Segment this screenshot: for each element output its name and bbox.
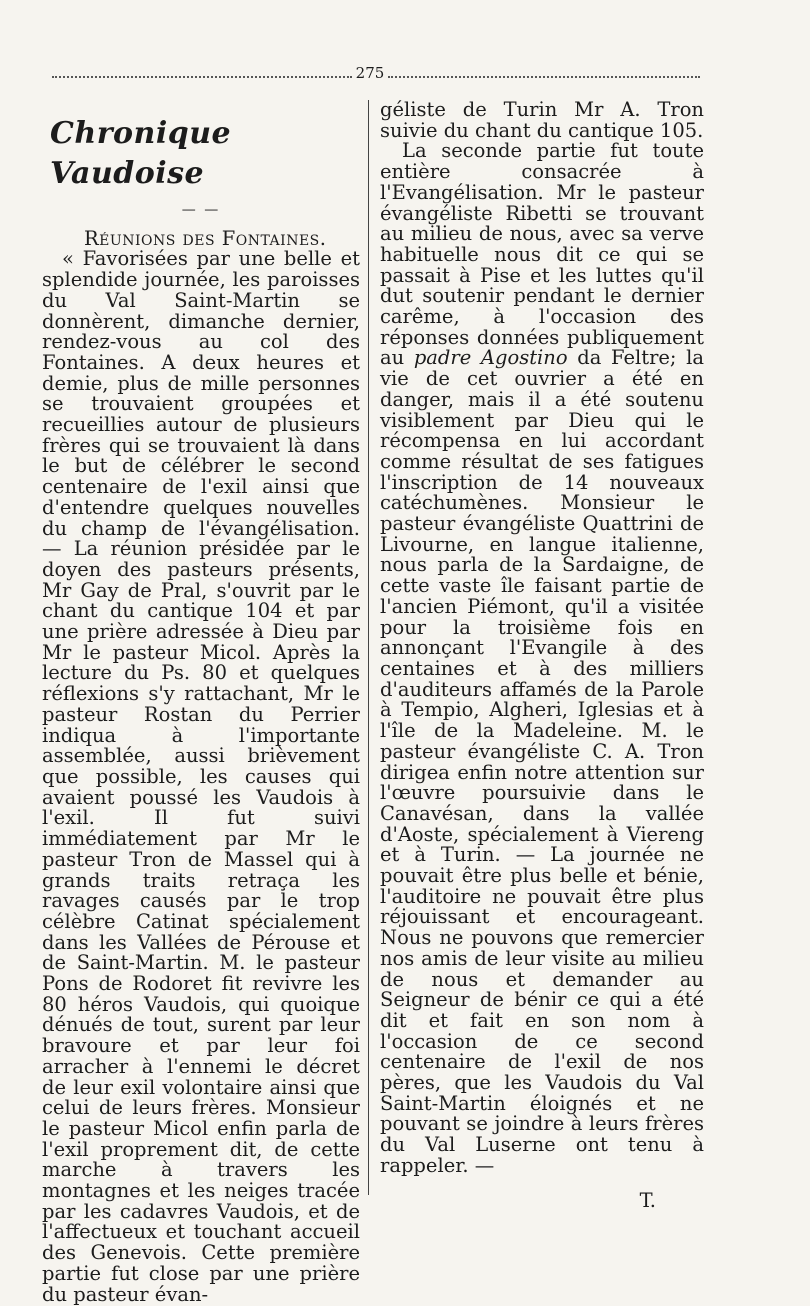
left-column	[42, 100, 360, 1305]
right-paragraph-part1: La seconde partie fut toute entière consacrée à l'Evangélisation. Mr le pasteur évangéliste Ribetti se trouvant au milieu de nous, avec sa verve habituelle nous dit ce qui se passait à Pise et les luttes qu'il dut soutenir pendant le dernier carême, à l'occasion des réponses données publiquement au	[380, 139, 704, 370]
header-rule-left	[52, 76, 352, 78]
right-column	[380, 100, 704, 1211]
page-number: 275	[355, 64, 385, 82]
right-paragraph	[380, 141, 704, 1176]
article-title: Chronique Vaudoise	[50, 116, 232, 191]
title-rule: — —	[181, 202, 221, 218]
continuation-text: géliste de Turin Mr A. Tron suivie du chant du cantique 105.	[380, 98, 704, 142]
signature: T.	[639, 1188, 656, 1212]
left-paragraph: « Favorisées par une belle et splendide journée, les paroisses du Val Saint-Martin se donnèrent, dimanche dernier, rendez-vous au col des Fontaines. A deux heures et demie, plus de mille personnes se trouvaient groupées et recueillies autour de plusieurs frères qui se trouvaient là dans le but de célébrer le second centenaire de l'exil ainsi que d'entendre quelques nouvelles du champ de l'évangélisation. — La réunion présidée par le doyen des pasteurs présents, Mr Gay de Pral, s'ouvrit par le chant du cantique 104 et par une prière adressée à Dieu par Mr le pasteur Micol. Après la lecture du Ps. 80 et quelques réflexions s'y rattachant, Mr le pasteur Rostan du Perrier indiqua à l'importante assemblée, aussi brièvement que possible, les causes qui avaient poussé les Vaudois à l'exil. Il fut suivi immédiatement par Mr le pasteur Tron de Massel qui à grands traits retraça les ravages causés par le trop célèbre Catinat spécialement dans les Vallées de Pérouse et de Saint-Martin. M. le pasteur Pons de Rodoret fit revivre les 80 héros Vaudois, qui quoique dénués de tout, surent par leur bravoure et par leur foi arracher à l'ennemi le décret de leur exil volontaire ainsi que celui de leurs frères. Monsieur le pasteur Micol enfin parla de l'exil proprement dit, de cette marche à travers les montagnes et les neiges tracée par les cadavres Vaudois, et de l'affectueux et touchant accueil des Genevois. Cette première partie fut close par une prière du pasteur évan-	[42, 247, 360, 1306]
italic-name: padre Agostino	[413, 346, 568, 370]
right-paragraph-part2: da Feltre; la vie de cet ouvrier a été en danger, mais il a été soutenu visiblement par Dieu qui le récompensa en lui accordant comme résultat de ses fatigues l'inscription de 14 nouveaux catéchumènes. Monsieur le pasteur évangéliste Quattrini de Livourne, en langue italienne, nous parla de la Sardaigne, de cette vaste île faisant partie de l'ancien Piémont, qu'il a visitée pour la troisième fois en annonçant l'Evangile à des centaines et à des milliers d'auditeurs affamés de la Parole à Tempio, Algheri, Iglesias et à l'île de la Madeleine. M. le pasteur évangéliste C. A. Tron dirigea enfin notre attention sur l'œuvre poursuivie dans le Canavésan, dans la vallée d'Aoste, spécialement à Viereng et à Turin. — La journée ne pouvait être plus belle et bénie, l'auditoire ne pouvait être plus réjouissant et encourageant. Nous ne pouvons que remercier nos amis de leur visite au milieu de nous et demander au Seigneur de bénir ce qui a été dit et fait en son nom à l'occasion de ce second centenaire de l'exil de nos pères, que les Vaudois du Val Saint-Martin éloignés et ne pouvant se joindre à leurs frères du Val Luserne ont tenu à rappeler. —	[380, 346, 704, 1177]
header-rule-right	[388, 76, 700, 78]
column-divider	[368, 100, 369, 1195]
section-heading: Réunions des Fontaines.	[84, 226, 327, 250]
